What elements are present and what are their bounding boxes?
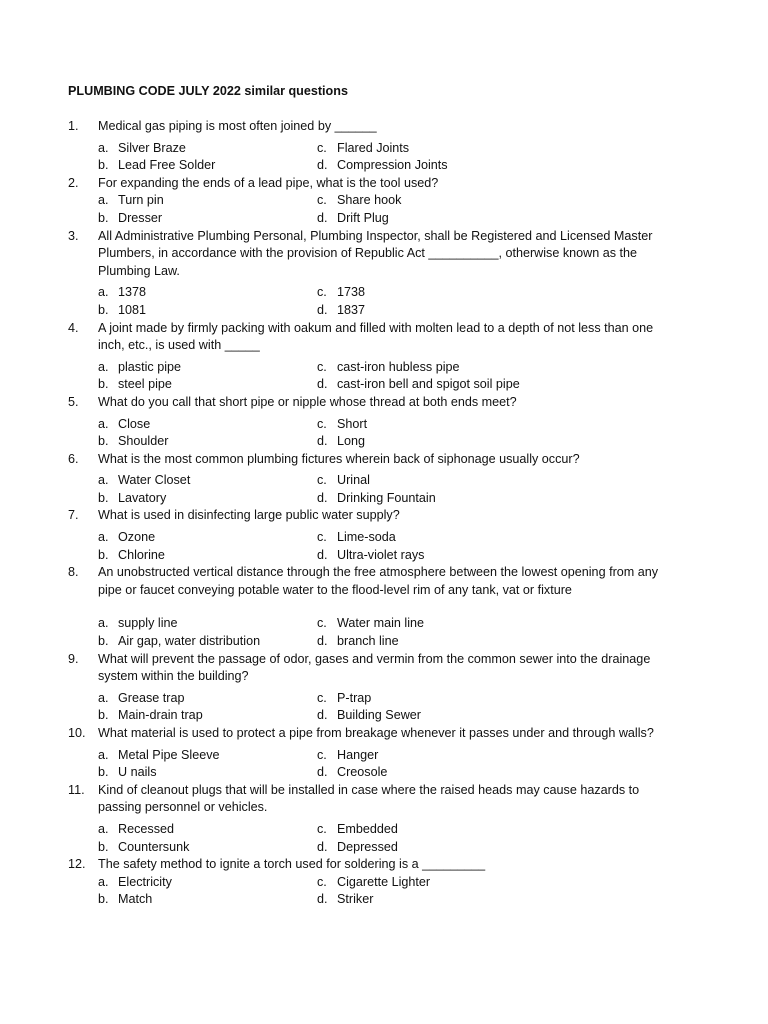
option-c	[317, 821, 398, 839]
question-stem	[68, 118, 668, 136]
option-a	[98, 192, 164, 210]
option-letter: d.	[317, 839, 328, 854]
question-number: 4.	[68, 320, 79, 335]
option-letter: a.	[98, 193, 109, 208]
option-text: Share hook	[337, 193, 402, 208]
option-letter: c.	[317, 416, 327, 431]
question-item	[68, 451, 668, 508]
answer-options	[68, 284, 668, 319]
question-number: 2.	[68, 175, 79, 190]
question-number: 7.	[68, 508, 79, 523]
question-text: For expanding the ends of a lead pipe, what is the tool used?	[98, 175, 439, 190]
option-b	[98, 707, 203, 725]
option-letter: b.	[98, 434, 109, 449]
option-c	[317, 874, 430, 892]
option-text: Metal Pipe Sleeve	[118, 747, 220, 762]
question-number: 6.	[68, 451, 79, 466]
option-d	[317, 302, 365, 320]
question-number: 11.	[68, 782, 85, 797]
option-a	[98, 747, 220, 765]
option-a	[98, 472, 190, 490]
option-text: Recessed	[118, 821, 175, 836]
option-text: Cigarette Lighter	[337, 874, 431, 889]
option-letter: a.	[98, 359, 109, 374]
option-d	[317, 157, 448, 175]
option-text: Drift Plug	[337, 210, 389, 225]
question-text: What will prevent the passage of odor, gases and vermin from the common sewer into the drainage system within the building?	[98, 651, 651, 684]
option-letter: d.	[317, 210, 328, 225]
option-text: 1738	[337, 285, 366, 300]
option-d	[317, 891, 373, 909]
option-letter: b.	[98, 839, 109, 854]
option-a	[98, 140, 186, 158]
option-b	[98, 490, 166, 508]
option-c	[317, 529, 396, 547]
answer-options	[68, 747, 668, 782]
option-text: branch line	[337, 634, 399, 649]
option-text: plastic pipe	[118, 359, 182, 374]
answer-options	[68, 821, 668, 856]
option-letter: b.	[98, 765, 109, 780]
option-text: Water main line	[337, 616, 425, 631]
question-text: What is used in disinfecting large public water supply?	[98, 508, 400, 523]
question-number: 9.	[68, 651, 79, 666]
question-stem	[68, 507, 668, 525]
option-letter: c.	[317, 140, 327, 155]
question-text: An unobstructed vertical distance through the free atmosphere between the lowest opening from any pipe or faucet conveying potable water to the flood-level rim of any tank, vat or fixture	[98, 565, 659, 597]
question-item	[68, 228, 668, 320]
answer-options	[68, 472, 668, 507]
option-letter: b.	[98, 634, 109, 649]
option-letter: c.	[317, 690, 327, 705]
question-number: 3.	[68, 228, 79, 243]
option-text: P-trap	[337, 690, 372, 705]
option-text: Chlorine	[118, 547, 165, 562]
option-letter: c.	[317, 530, 327, 545]
option-letter: b.	[98, 377, 109, 392]
option-text: Drinking Fountain	[337, 490, 436, 505]
question-item	[68, 725, 668, 782]
question-number: 12.	[68, 857, 86, 872]
option-text: Air gap, water distribution	[118, 634, 261, 649]
question-stem	[68, 228, 668, 281]
option-text: Match	[118, 892, 153, 907]
answer-options	[68, 874, 668, 909]
option-letter: a.	[98, 747, 109, 762]
option-d	[317, 376, 520, 394]
option-c	[317, 140, 409, 158]
question-item	[68, 118, 668, 175]
question-number: 8.	[68, 565, 79, 580]
option-letter: d.	[317, 634, 328, 649]
option-d	[317, 490, 436, 508]
option-letter: d.	[317, 892, 328, 907]
question-stem	[68, 651, 668, 686]
option-letter: c.	[317, 285, 327, 300]
question-stem	[68, 175, 668, 193]
option-letter: c.	[317, 359, 327, 374]
option-text: cast-iron hubless pipe	[337, 359, 460, 374]
option-b	[98, 433, 168, 451]
option-letter: a.	[98, 616, 109, 631]
option-letter: b.	[98, 302, 109, 317]
option-letter: d.	[317, 434, 328, 449]
page-title: PLUMBING CODE JULY 2022 similar questions	[68, 84, 348, 98]
question-item	[68, 782, 668, 856]
question-text: A joint made by firmly packing with oakum and filled with molten lead to a depth of not less than one inch, etc., is used with _____	[98, 320, 654, 353]
option-a	[98, 615, 178, 633]
option-text: steel pipe	[118, 377, 172, 392]
option-d	[317, 839, 398, 857]
option-a	[98, 874, 172, 892]
option-text: Countersunk	[118, 839, 190, 854]
option-letter: b.	[98, 708, 109, 723]
question-stem	[68, 564, 668, 599]
question-stem	[68, 856, 668, 874]
option-letter: b.	[98, 210, 109, 225]
option-letter: b.	[98, 158, 109, 173]
option-c	[317, 359, 460, 377]
option-b	[98, 547, 165, 565]
option-b	[98, 839, 189, 857]
option-d	[317, 433, 365, 451]
question-item	[68, 564, 668, 650]
question-stem	[68, 782, 668, 817]
option-text: Creosole	[337, 765, 388, 780]
option-c	[317, 416, 367, 434]
option-letter: d.	[317, 302, 328, 317]
option-d	[317, 764, 387, 782]
option-text: Compression Joints	[337, 158, 448, 173]
option-text: Hanger	[337, 747, 379, 762]
option-letter: b.	[98, 490, 109, 505]
option-letter: b.	[98, 892, 109, 907]
option-letter: c.	[317, 747, 327, 762]
option-text: Lavatory	[118, 490, 167, 505]
answer-options	[68, 140, 668, 175]
option-d	[317, 707, 421, 725]
option-letter: a.	[98, 821, 109, 836]
option-b	[98, 891, 152, 909]
question-number: 1.	[68, 119, 79, 133]
option-a	[98, 529, 155, 547]
option-text: Close	[118, 416, 151, 431]
question-text: Medical gas piping is most often joined by ______	[98, 119, 377, 133]
option-d	[317, 210, 389, 228]
option-letter: c.	[317, 193, 327, 208]
answer-options	[68, 359, 668, 394]
option-b	[98, 376, 172, 394]
question-list	[68, 118, 668, 909]
option-b	[98, 764, 157, 782]
option-letter: d.	[317, 490, 328, 505]
option-text: Grease trap	[118, 690, 185, 705]
option-text: Electricity	[118, 874, 172, 889]
option-text: 1837	[337, 302, 366, 317]
option-letter: a.	[98, 530, 109, 545]
option-text: Lime-soda	[337, 530, 396, 545]
question-item	[68, 856, 668, 909]
option-letter: a.	[98, 874, 109, 889]
option-text: supply line	[118, 616, 178, 631]
option-b	[98, 210, 162, 228]
option-text: Long	[337, 434, 366, 449]
question-item	[68, 175, 668, 228]
option-letter: d.	[317, 547, 328, 562]
option-text: 1081	[118, 302, 147, 317]
option-text: Shoulder	[118, 434, 169, 449]
option-b	[98, 302, 146, 320]
option-a	[98, 690, 185, 708]
option-letter: d.	[317, 158, 328, 173]
option-a	[98, 359, 181, 377]
question-item	[68, 394, 668, 451]
question-text: What is the most common plumbing fictures wherein back of siphonage usually occur?	[98, 451, 580, 466]
option-text: Main-drain trap	[118, 708, 203, 723]
option-text: Striker	[337, 892, 374, 907]
option-letter: a.	[98, 285, 109, 300]
option-text: Urinal	[337, 473, 370, 488]
option-text: Water Closet	[118, 473, 191, 488]
option-c	[317, 690, 371, 708]
option-a	[98, 416, 150, 434]
question-number: 5.	[68, 394, 79, 409]
answer-options	[68, 615, 668, 650]
option-text: Lead Free Solder	[118, 158, 216, 173]
option-c	[317, 284, 365, 302]
option-text: Dresser	[118, 210, 163, 225]
option-letter: c.	[317, 821, 327, 836]
answer-options	[68, 416, 668, 451]
answer-options	[68, 192, 668, 227]
question-stem	[68, 725, 668, 743]
question-stem	[68, 394, 668, 412]
question-text: All Administrative Plumbing Personal, Plumbing Inspector, shall be Registered and Licensed Master Plumbers, in accordance with the provision of Republic Act __________, otherwise known as the Plumbing Law.	[98, 228, 653, 278]
question-text: The safety method to ignite a torch used for soldering is a _________	[98, 857, 486, 872]
option-c	[317, 615, 424, 633]
option-c	[317, 472, 370, 490]
option-text: Silver Braze	[118, 140, 186, 155]
option-c	[317, 747, 378, 765]
option-letter: b.	[98, 547, 109, 562]
option-text: Building Sewer	[337, 708, 422, 723]
option-text: Depressed	[337, 839, 398, 854]
option-letter: d.	[317, 765, 328, 780]
question-item	[68, 507, 668, 564]
option-c	[317, 192, 401, 210]
option-letter: a.	[98, 416, 109, 431]
option-letter: d.	[317, 708, 328, 723]
question-stem	[68, 320, 668, 355]
question-item	[68, 651, 668, 725]
option-text: U nails	[118, 765, 157, 780]
option-d	[317, 547, 424, 565]
option-b	[98, 633, 260, 651]
answer-options	[68, 690, 668, 725]
option-letter: c.	[317, 473, 327, 488]
option-text: 1378	[118, 285, 147, 300]
option-text: Turn pin	[118, 193, 164, 208]
option-b	[98, 157, 215, 175]
option-letter: d.	[317, 377, 328, 392]
option-d	[317, 633, 399, 651]
answer-options	[68, 529, 668, 564]
option-text: Flared Joints	[337, 140, 410, 155]
question-stem	[68, 451, 668, 469]
option-text: Embedded	[337, 821, 398, 836]
option-text: Short	[337, 416, 368, 431]
question-text: What material is used to protect a pipe from breakage whenever it passes under and through walls?	[98, 726, 654, 740]
option-text: Ozone	[118, 530, 156, 545]
option-letter: c.	[317, 616, 327, 631]
option-a	[98, 284, 146, 302]
question-text: Kind of cleanout plugs that will be installed in case where the raised heads may cause hazards to passing personnel or vehicles.	[98, 782, 640, 815]
option-letter: a.	[98, 473, 109, 488]
option-letter: a.	[98, 140, 109, 155]
question-number: 10.	[68, 726, 86, 740]
option-text: cast-iron bell and spigot soil pipe	[337, 377, 520, 392]
option-letter: c.	[317, 874, 327, 889]
question-text: What do you call that short pipe or nipple whose thread at both ends meet?	[98, 394, 517, 409]
option-text: Ultra-violet rays	[337, 547, 425, 562]
question-item	[68, 320, 668, 394]
option-a	[98, 821, 174, 839]
option-letter: a.	[98, 690, 109, 705]
